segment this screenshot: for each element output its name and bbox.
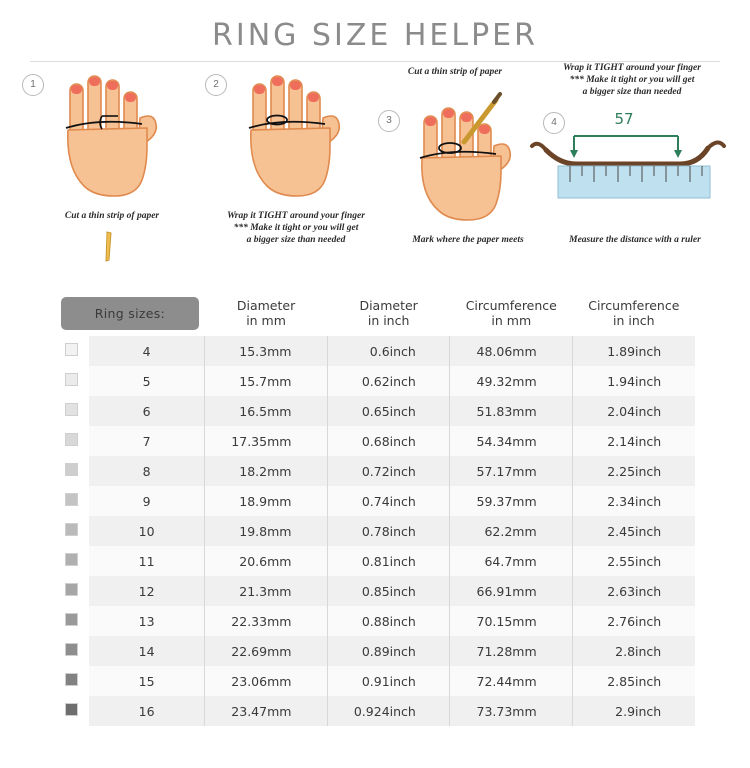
cell-circumference-inch-unit: inch [635, 336, 695, 366]
ring-size-table-zone [55, 290, 695, 726]
size-swatch [65, 373, 78, 386]
size-swatch [65, 583, 78, 596]
cell-diameter-mm-unit: mm [267, 666, 327, 696]
cell-diameter-mm-unit: mm [267, 576, 327, 606]
step-4-caption-top [532, 62, 732, 98]
cell-circumference-mm-unit: mm [512, 336, 572, 366]
cell-diameter-inch-unit: inch [390, 516, 450, 546]
table-head [55, 290, 695, 336]
cell-circumference-inch-unit: inch [635, 396, 695, 426]
cell-diameter-mm-value: 19.8 [205, 516, 267, 546]
cell-diameter-inch-unit: inch [390, 456, 450, 486]
cell-diameter-mm-unit: mm [267, 336, 327, 366]
cell-ring-size: 7 [89, 426, 205, 456]
cell-ring-size: 12 [89, 576, 205, 606]
cell-diameter-inch-value: 0.65 [327, 396, 389, 426]
cell-ring-size: 6 [89, 396, 205, 426]
step-2-caption [200, 210, 392, 246]
cell-circumference-inch-unit: inch [635, 576, 695, 606]
cell-diameter-inch-value: 0.89 [327, 636, 389, 666]
header-circumference-mm [450, 290, 573, 336]
cell-diameter-mm-unit: mm [267, 396, 327, 426]
header-circumference-mm-line1: Circumference [465, 298, 557, 313]
hand-wrapped-icon [227, 72, 357, 212]
cell-diameter-mm-value: 16.5 [205, 396, 267, 426]
cell-diameter-mm-unit: mm [267, 366, 327, 396]
cell-circumference-mm-value: 72.44 [450, 666, 512, 696]
table-row [55, 666, 695, 696]
cell-circumference-mm-unit: mm [512, 576, 572, 606]
cell-circumference-inch-value: 2.25 [573, 456, 635, 486]
step-3 [378, 110, 400, 132]
ring-size-helper-page [0, 18, 750, 768]
cell-diameter-mm-unit: mm [267, 636, 327, 666]
cell-diameter-inch-unit: inch [390, 546, 450, 576]
cell-diameter-inch-value: 0.6 [327, 336, 389, 366]
cell-diameter-inch-value: 0.91 [327, 666, 389, 696]
table-row [55, 576, 695, 606]
cell-circumference-mm-value: 66.91 [450, 576, 512, 606]
row-swatch-cell [55, 366, 89, 396]
table-row [55, 636, 695, 666]
cell-diameter-inch-unit: inch [390, 636, 450, 666]
cell-diameter-inch-unit: inch [390, 366, 450, 396]
row-swatch-cell [55, 396, 89, 426]
step-3-caption-bottom: Mark where the paper meets [412, 235, 524, 245]
cell-circumference-inch-value: 2.04 [573, 396, 635, 426]
step-2-caption-line-3: a bigger size than needed [246, 235, 346, 245]
size-swatch [65, 433, 78, 446]
cell-ring-size: 14 [89, 636, 205, 666]
cell-diameter-mm-value: 15.3 [205, 336, 267, 366]
step-3-caption-top: Cut a thin strip of paper [407, 67, 503, 77]
cell-ring-size: 11 [89, 546, 205, 576]
size-swatch [65, 643, 78, 656]
table-row [55, 336, 695, 366]
size-swatch [65, 673, 78, 686]
size-swatch [65, 703, 78, 716]
row-swatch-cell [55, 696, 89, 726]
cell-circumference-mm-value: 71.28 [450, 636, 512, 666]
row-swatch-cell [55, 546, 89, 576]
cell-circumference-mm-unit: mm [512, 666, 572, 696]
cell-diameter-inch-unit: inch [390, 396, 450, 426]
step-3-illustration [398, 84, 538, 239]
row-swatch-cell [55, 606, 89, 636]
step-4-caption-line-3: a bigger size than needed [582, 87, 682, 97]
cell-circumference-inch-value: 2.55 [573, 546, 635, 576]
cell-diameter-inch-value: 0.68 [327, 426, 389, 456]
cell-circumference-inch-value: 2.85 [573, 666, 635, 696]
cell-circumference-inch-unit: inch [635, 636, 695, 666]
cell-diameter-mm-value: 22.69 [205, 636, 267, 666]
cell-diameter-mm-value: 17.35 [205, 426, 267, 456]
cell-circumference-inch-unit: inch [635, 516, 695, 546]
cell-circumference-inch-unit: inch [635, 666, 695, 696]
step-1 [22, 74, 44, 96]
header-diameter-mm [205, 290, 328, 336]
cell-circumference-mm-value: 51.83 [450, 396, 512, 426]
table-row [55, 606, 695, 636]
cell-circumference-mm-value: 49.32 [450, 366, 512, 396]
cell-circumference-mm-unit: mm [512, 636, 572, 666]
cell-diameter-mm-value: 15.7 [205, 366, 267, 396]
cell-circumference-mm-value: 70.15 [450, 606, 512, 636]
row-swatch-cell [55, 336, 89, 366]
cell-diameter-inch-unit: inch [390, 336, 450, 366]
cell-ring-size: 9 [89, 486, 205, 516]
cell-diameter-mm-unit: mm [267, 696, 327, 726]
header-diameter-inch-line2: in inch [367, 313, 410, 328]
row-swatch-cell [55, 486, 89, 516]
cell-circumference-inch-unit: inch [635, 426, 695, 456]
cell-diameter-inch-value: 0.81 [327, 546, 389, 576]
row-swatch-cell [55, 636, 89, 666]
hand-with-strip-icon [44, 72, 174, 212]
table-body [55, 336, 695, 726]
cell-circumference-inch-unit: inch [635, 366, 695, 396]
cell-diameter-mm-unit: mm [267, 606, 327, 636]
header-diameter-inch [327, 290, 450, 336]
cell-diameter-mm-value: 23.47 [205, 696, 267, 726]
size-swatch [65, 403, 78, 416]
cell-circumference-inch-value: 1.94 [573, 366, 635, 396]
cell-circumference-mm-unit: mm [512, 696, 572, 726]
cell-diameter-inch-value: 0.924 [327, 696, 389, 726]
cell-circumference-mm-value: 64.7 [450, 546, 512, 576]
cell-circumference-inch-unit: inch [635, 486, 695, 516]
hand-mark-paper-icon [398, 84, 538, 234]
cell-circumference-inch-value: 1.89 [573, 336, 635, 366]
step-4-illustration [528, 110, 728, 235]
cell-circumference-inch-unit: inch [635, 546, 695, 576]
header-circumference-inch-line1: Circumference [588, 298, 680, 313]
cell-diameter-inch-unit: inch [390, 426, 450, 456]
cell-circumference-mm-value: 62.2 [450, 516, 512, 546]
cell-circumference-mm-value: 57.17 [450, 456, 512, 486]
cell-circumference-inch-value: 2.34 [573, 486, 635, 516]
ring-size-table [55, 290, 695, 726]
cell-diameter-inch-value: 0.62 [327, 366, 389, 396]
step-1-illustration [44, 72, 174, 217]
table-row [55, 396, 695, 426]
cell-diameter-inch-value: 0.78 [327, 516, 389, 546]
step-4-caption-line-1: Wrap it TIGHT around your finger [563, 63, 701, 73]
table-row [55, 426, 695, 456]
row-swatch-cell [55, 456, 89, 486]
cell-circumference-inch-value: 2.8 [573, 636, 635, 666]
cell-ring-size: 13 [89, 606, 205, 636]
measure-value-text: 57 [614, 110, 634, 128]
cell-ring-size: 16 [89, 696, 205, 726]
table-row [55, 486, 695, 516]
size-swatch [65, 523, 78, 536]
step-3-number: 3 [378, 110, 400, 132]
cell-diameter-mm-unit: mm [267, 426, 327, 456]
cell-circumference-inch-value: 2.63 [573, 576, 635, 606]
cell-circumference-mm-value: 54.34 [450, 426, 512, 456]
cell-ring-size: 15 [89, 666, 205, 696]
cell-diameter-inch-unit: inch [390, 576, 450, 606]
cell-diameter-inch-value: 0.85 [327, 576, 389, 606]
step-2-illustration [227, 72, 357, 217]
cell-diameter-inch-value: 0.72 [327, 456, 389, 486]
cell-diameter-mm-value: 20.6 [205, 546, 267, 576]
cell-diameter-inch-unit: inch [390, 696, 450, 726]
cell-ring-size: 10 [89, 516, 205, 546]
cell-circumference-mm-value: 48.06 [450, 336, 512, 366]
table-row [55, 696, 695, 726]
header-ring-sizes-label: Ring sizes: [94, 305, 166, 321]
cell-circumference-mm-unit: mm [512, 426, 572, 456]
table-row [55, 456, 695, 486]
size-swatch [65, 493, 78, 506]
cell-circumference-mm-value: 59.37 [450, 486, 512, 516]
step-2-caption-line-2: *** Make it tight or you will get [233, 223, 359, 233]
step-2-caption-line-1: Wrap it TIGHT around your finger [227, 211, 365, 221]
size-swatch [65, 343, 78, 356]
cell-diameter-inch-value: 0.74 [327, 486, 389, 516]
table-row [55, 516, 695, 546]
cell-circumference-inch-value: 2.76 [573, 606, 635, 636]
cell-circumference-mm-unit: mm [512, 486, 572, 516]
cell-diameter-mm-unit: mm [267, 516, 327, 546]
cell-circumference-mm-unit: mm [512, 606, 572, 636]
cell-diameter-inch-unit: inch [390, 666, 450, 696]
cell-diameter-mm-value: 22.33 [205, 606, 267, 636]
cell-ring-size: 5 [89, 366, 205, 396]
size-swatch [65, 613, 78, 626]
step-2 [205, 74, 227, 96]
cell-circumference-inch-value: 2.14 [573, 426, 635, 456]
cell-circumference-mm-unit: mm [512, 516, 572, 546]
cell-circumference-mm-value: 73.73 [450, 696, 512, 726]
cell-ring-size: 4 [89, 336, 205, 366]
cell-diameter-mm-value: 23.06 [205, 666, 267, 696]
ruler-measure-icon [528, 110, 728, 230]
cell-circumference-inch-value: 2.45 [573, 516, 635, 546]
cell-circumference-inch-value: 2.9 [573, 696, 635, 726]
cell-circumference-inch-unit: inch [635, 456, 695, 486]
cell-diameter-mm-value: 18.2 [205, 456, 267, 486]
table-row [55, 546, 695, 576]
cell-circumference-mm-unit: mm [512, 546, 572, 576]
page-title: RING SIZE HELPER [212, 18, 538, 53]
cell-diameter-mm-value: 21.3 [205, 576, 267, 606]
header-circumference-mm-line2: in mm [491, 313, 532, 328]
cell-circumference-inch-unit: inch [635, 696, 695, 726]
cell-diameter-inch-unit: inch [390, 606, 450, 636]
cell-diameter-mm-unit: mm [267, 456, 327, 486]
header-ring-sizes [55, 290, 205, 336]
row-swatch-cell [55, 426, 89, 456]
cell-ring-size: 8 [89, 456, 205, 486]
cell-diameter-inch-value: 0.88 [327, 606, 389, 636]
cell-diameter-mm-value: 18.9 [205, 486, 267, 516]
size-swatch [65, 553, 78, 566]
row-swatch-cell [55, 576, 89, 606]
header-circumference-inch-line2: in inch [613, 313, 655, 328]
cell-circumference-inch-unit: inch [635, 606, 695, 636]
row-swatch-cell [55, 516, 89, 546]
cell-circumference-mm-unit: mm [512, 366, 572, 396]
cell-circumference-mm-unit: mm [512, 396, 572, 426]
steps-illustrations [0, 62, 750, 267]
row-swatch-cell [55, 666, 89, 696]
step-4-number: 4 [543, 112, 565, 134]
cell-circumference-mm-unit: mm [512, 456, 572, 486]
step-4-caption-line-2: *** Make it tight or you will get [569, 75, 695, 85]
size-swatch [65, 463, 78, 476]
header-circumference-inch [573, 290, 695, 336]
step-1-number: 1 [22, 74, 44, 96]
cell-diameter-mm-unit: mm [267, 486, 327, 516]
header-diameter-mm-line2: in mm [246, 313, 286, 328]
header-diameter-inch-line1: Diameter [359, 298, 418, 313]
cell-diameter-inch-unit: inch [390, 486, 450, 516]
step-1-caption: Cut a thin strip of paper [64, 211, 160, 221]
paper-strip-icon [98, 230, 118, 269]
cell-diameter-mm-unit: mm [267, 546, 327, 576]
step-4-caption-bottom: Measure the distance with a ruler [569, 235, 701, 245]
step-2-number: 2 [205, 74, 227, 96]
header-diameter-mm-line1: Diameter [236, 298, 296, 313]
table-row [55, 366, 695, 396]
table-header-row [55, 290, 695, 336]
